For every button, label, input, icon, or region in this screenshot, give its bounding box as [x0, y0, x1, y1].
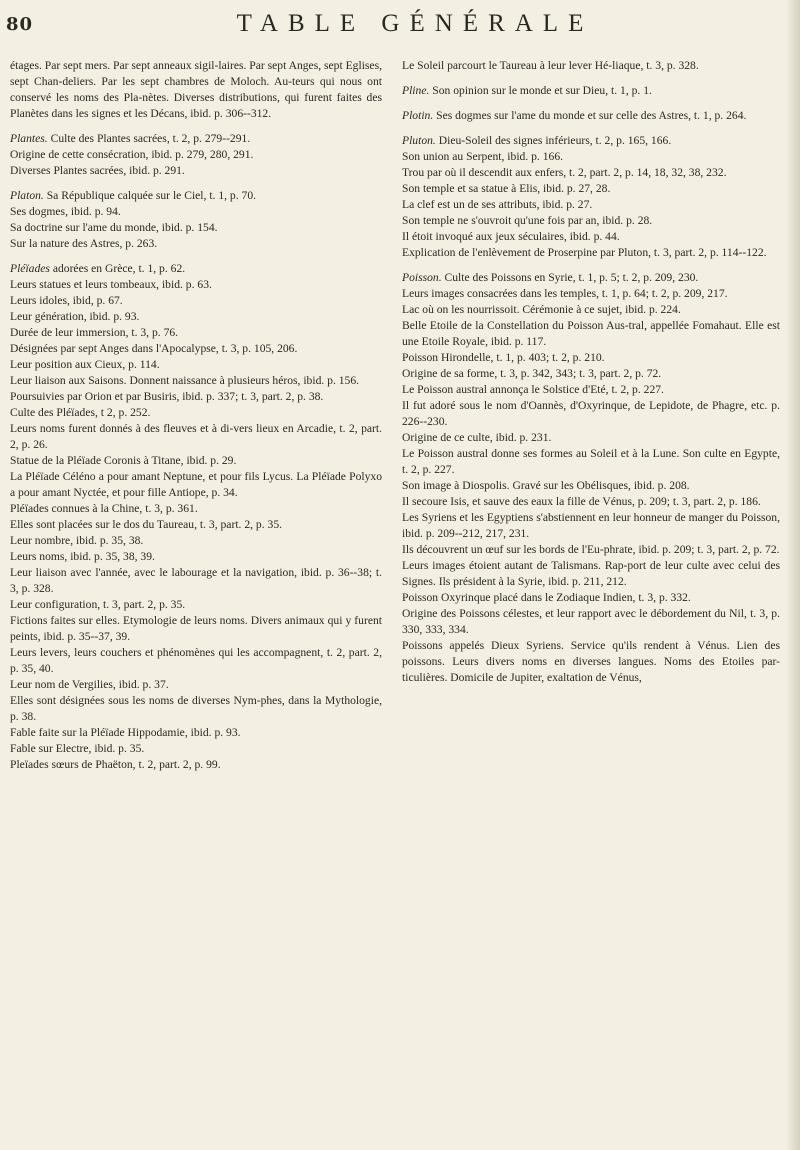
running-title: TABLE GÉNÉRALE	[236, 10, 594, 37]
entry-text: Culte des Poissons en Syrie, t. 1, p. 5; t. 2, p. 209, 230.	[444, 271, 699, 284]
entry-line	[402, 229, 780, 245]
entry-text: Son image à Diospolis. Gravé sur les Obélisques, ibid. p. 208.	[402, 479, 690, 492]
entry-text: Poisson Oxyrinque placé dans le Zodiaque Indien, t. 3, p. 332.	[402, 591, 691, 604]
entry-line	[10, 645, 382, 677]
entry-text: Ils découvrent un œuf sur les bords de l'Eu-phrate, ibid. p. 209; t. 3, part. 2, p. 72.	[402, 543, 780, 556]
entry-line	[10, 220, 382, 236]
entry-line	[10, 147, 382, 163]
entry-text: Origine des Poissons célestes, et leur rapport avec le débordement du Nil, t. 3, p. 330, 333, 334.	[402, 607, 780, 636]
entry-text: Leurs noms, ibid. p. 35, 38, 39.	[10, 550, 155, 563]
entry-line	[10, 613, 382, 645]
entry-line	[10, 58, 382, 122]
entry-text: Sa doctrine sur l'ame du monde, ibid. p. 154.	[10, 221, 218, 234]
entry-line	[10, 357, 382, 373]
entry-line	[402, 366, 780, 382]
entry-line	[402, 302, 780, 318]
entry-line	[402, 213, 780, 229]
entry-text: Fable sur Electre, ibid. p. 35.	[10, 742, 145, 755]
entry-text: Leurs idoles, ibid, p. 67.	[10, 294, 123, 307]
entry-line	[10, 405, 382, 421]
entry-line	[10, 163, 382, 179]
entry-text: Leur génération, ibid. p. 93.	[10, 310, 140, 323]
entry-line	[10, 325, 382, 341]
entry-line	[402, 149, 780, 165]
entry-text: Leur nom de Vergilies, ibid. p. 37.	[10, 678, 169, 691]
entry-line	[10, 453, 382, 469]
entry-line	[402, 245, 780, 261]
page-edge-shadow	[786, 0, 800, 1150]
entry-line	[10, 757, 382, 773]
entry-text: Sa République calquée sur le Ciel, t. 1, p. 70.	[46, 189, 257, 202]
entry-line	[10, 293, 382, 309]
entry-text: Leurs images étoient autant de Talismans. Rap-port de leur culte avec celui des Signes. Ils président à la Syrie, ibid. p. 211, 212.	[402, 559, 780, 588]
entry-line	[402, 286, 780, 302]
entry-text: Le Poisson austral donne ses formes au Soleil et à la Lune. Son culte en Egypte, t. 2, p. 227.	[402, 447, 780, 476]
entry-line	[402, 478, 780, 494]
index-entry	[10, 131, 382, 179]
entry-text: Ses dogmes, ibid. p. 94.	[10, 205, 121, 218]
entry-headword: Poisson.	[402, 271, 442, 284]
entry-text: Durée de leur immersion, t. 3, p. 76.	[10, 326, 179, 339]
entry-line	[10, 131, 382, 147]
entry-headword: Pléïades	[10, 262, 50, 275]
entry-text: Fictions faites sur elles. Etymologie de leurs noms. Divers animaux qui y furent peints, ibid. p. 35--37, 39.	[10, 614, 382, 643]
entry-text: Leur nombre, ibid. p. 35, 38.	[10, 534, 144, 547]
entry-text: Les Syriens et les Egyptiens s'abstiennent en leur honneur de manger du Poisson, ibid. p. 209--212, 217, 231.	[402, 511, 780, 540]
entry-line	[10, 421, 382, 453]
entry-line	[402, 446, 780, 478]
entry-text: Le Soleil parcourt le Taureau à leur lever Hé-liaque, t. 3, p. 328.	[402, 59, 699, 72]
entry-line	[10, 549, 382, 565]
entry-headword: Plantes.	[10, 132, 48, 145]
entry-text: Lac où on les nourrissoit. Cérémonie à ce sujet, ibid. p. 224.	[402, 303, 681, 316]
entry-text: Son opinion sur le monde et sur Dieu, t. 1, p. 1.	[432, 84, 652, 97]
entry-text: Elles sont désignées sous les noms de diverses Nym-phes, dans la Mythologie, p. 38.	[10, 694, 382, 723]
entry-line	[10, 725, 382, 741]
entry-line	[10, 469, 382, 501]
entry-text: Culte des Pléïades, t 2, p. 252.	[10, 406, 151, 419]
entry-line	[10, 533, 382, 549]
entry-line	[402, 165, 780, 181]
index-entry	[10, 58, 382, 122]
entry-line	[402, 350, 780, 366]
page-header	[0, 10, 800, 46]
entry-text: Son temple ne s'ouvroit qu'une fois par an, ibid. p. 28.	[402, 214, 653, 227]
entry-text: Ses dogmes sur l'ame du monde et sur celle des Astres, t. 1, p. 264.	[436, 109, 747, 122]
entry-text: Pléïades connues à la Chine, t. 3, p. 361.	[10, 502, 198, 515]
index-entry	[402, 108, 780, 124]
entry-text: Statue de la Pléïade Coronis à Titane, ibid. p. 29.	[10, 454, 237, 467]
entry-line	[402, 197, 780, 213]
entry-line	[402, 558, 780, 590]
entry-text: Leur liaison aux Saisons. Donnent naissance à plusieurs héros, ibid. p. 156.	[10, 374, 360, 387]
entry-text: Fable faite sur la Pléïade Hippodamie, ibid. p. 93.	[10, 726, 241, 739]
entry-text: Il étoit invoqué aux jeux séculaires, ibid. p. 44.	[402, 230, 620, 243]
entry-line	[402, 606, 780, 638]
entry-text: Explication de l'enlèvement de Proserpine par Pluton, t. 3, part. 2, p. 114--122.	[402, 246, 767, 259]
entry-line	[402, 542, 780, 558]
right-column	[402, 58, 780, 695]
entry-line	[402, 318, 780, 350]
entry-text: Culte des Plantes sacrées, t. 2, p. 279--291.	[50, 132, 251, 145]
entry-text: Sur la nature des Astres, p. 263.	[10, 237, 158, 250]
index-entry	[402, 133, 780, 261]
entry-line	[402, 590, 780, 606]
entry-line	[10, 236, 382, 252]
entry-line	[10, 309, 382, 325]
entry-line	[402, 638, 780, 686]
entry-text: Trou par où il descendit aux enfers, t. 2, part. 2, p. 14, 18, 32, 38, 232.	[402, 166, 727, 179]
entry-text: Son temple et sa statue à Elis, ibid. p. 27, 28.	[402, 182, 611, 195]
entry-text: Dieu-Soleil des signes inférieurs, t. 2, p. 165, 166.	[438, 134, 672, 147]
entry-text: Origine de sa forme, t. 3, p. 342, 343; t. 3, part. 2, p. 72.	[402, 367, 662, 380]
entry-text: Origine de ce culte, ibid. p. 231.	[402, 431, 552, 444]
entry-text: La clef est un de ses attributs, ibid. p. 27.	[402, 198, 593, 211]
entry-line	[402, 108, 780, 124]
entry-text: Leurs images consacrées dans les temples, t. 1, p. 64; t. 2, p. 209, 217.	[402, 287, 728, 300]
entry-text: Leurs noms furent donnés à des fleuves et à di-vers lieux en Arcadie, t. 2, part. 2, p. 26.	[10, 422, 382, 451]
entry-line	[402, 398, 780, 430]
entry-line	[10, 188, 382, 204]
index-entry	[10, 261, 382, 773]
entry-line	[10, 517, 382, 533]
entry-line	[10, 597, 382, 613]
entry-line	[10, 693, 382, 725]
entry-headword: Plotin.	[402, 109, 434, 122]
entry-text: Leurs levers, leurs couchers et phénomènes qui les accompagnent, t. 2, part. 2, p. 35, 40.	[10, 646, 382, 675]
page-number: 80	[6, 14, 34, 35]
left-column	[10, 58, 382, 782]
entry-text: Poisson Hirondelle, t. 1, p. 403; t. 2, p. 210.	[402, 351, 605, 364]
index-entry	[10, 188, 382, 252]
entry-text: Poissons appelés Dieux Syriens. Service qu'ils rendent à Vénus. Lien des poissons. Leurs divers noms en diverses langues. Noms des Etoiles par-ticulières. Domicile de Jupiter, exaltation de Vénus,	[402, 639, 780, 684]
entry-line	[402, 83, 780, 99]
entry-line	[10, 501, 382, 517]
entry-text: Leur position aux Cieux, p. 114.	[10, 358, 160, 371]
entry-line	[10, 389, 382, 405]
entry-headword: Platon.	[10, 189, 44, 202]
entry-line	[10, 677, 382, 693]
entry-line	[10, 341, 382, 357]
entry-text: Poursuivies par Orion et par Busiris, ibid. p. 337; t. 3, part. 2, p. 38.	[10, 390, 324, 403]
entry-text: Pleïades sœurs de Phaëton, t. 2, part. 2, p. 99.	[10, 758, 221, 771]
entry-text: Son union au Serpent, ibid. p. 166.	[402, 150, 564, 163]
entry-text: Diverses Plantes sacrées, ibid. p. 291.	[10, 164, 185, 177]
entry-line	[402, 510, 780, 542]
entry-line	[402, 494, 780, 510]
entry-text: Origine de cette consécration, ibid. p. 279, 280, 291.	[10, 148, 254, 161]
entry-text: Leur liaison avec l'année, avec le labourage et la navigation, ibid. p. 36--38; t. 3, p. 328.	[10, 566, 382, 595]
entry-line	[10, 261, 382, 277]
entry-line	[402, 181, 780, 197]
entry-line	[402, 430, 780, 446]
entry-text: étages. Par sept mers. Par sept anneaux sigil-laires. Par sept Anges, sept Eglises, sept Chan-deliers. Par les sept chambres de Moloch. Au-teurs qui nous ont conservé les noms des Pla-nètes. Diverses distributions, qui furent faites des Planètes dans les signes et les Décans, ibid. p. 306--312.	[10, 59, 382, 120]
entry-line	[402, 382, 780, 398]
entry-headword: Pluton.	[402, 134, 436, 147]
entry-text: Leur configuration, t. 3, part. 2, p. 35.	[10, 598, 186, 611]
entry-line	[10, 741, 382, 757]
entry-line	[402, 58, 780, 74]
entry-text: La Pléïade Céléno a pour amant Neptune, et pour fils Lycus. La Pléïade Polyxo a pour amant Nyctée, et pour fille Antiope, p. 34.	[10, 470, 382, 499]
entry-line	[10, 277, 382, 293]
entry-line	[10, 373, 382, 389]
entry-text: Le Poisson austral annonça le Solstice d'Eté, t. 2, p. 227.	[402, 383, 664, 396]
entry-line	[10, 204, 382, 220]
entry-headword: Pline.	[402, 84, 430, 97]
index-entry	[402, 58, 780, 74]
entry-text: Belle Etoile de la Constellation du Poisson Aus-tral, appellée Fomahaut. Elle est une Etoile Royale, ibid. p. 117.	[402, 319, 780, 348]
entry-text: Désignées par sept Anges dans l'Apocalypse, t. 3, p. 105, 206.	[10, 342, 298, 355]
entry-line	[402, 133, 780, 149]
entry-text: Leurs statues et leurs tombeaux, ibid. p. 63.	[10, 278, 212, 291]
entry-text: Elles sont placées sur le dos du Taureau, t. 3, part. 2, p. 35.	[10, 518, 283, 531]
entry-line	[402, 270, 780, 286]
entry-text: Il fut adoré sous le nom d'Oannès, d'Oxyrinque, de Lepidote, de Phagre, etc. p. 226--230.	[402, 399, 780, 428]
index-entry	[402, 83, 780, 99]
entry-text: Il secoure Isis, et sauve des eaux la fille de Vénus, p. 209; t. 3, part. 2, p. 186.	[402, 495, 761, 508]
index-entry	[402, 270, 780, 686]
entry-line	[10, 565, 382, 597]
entry-text: adorées en Grèce, t. 1, p. 62.	[52, 262, 186, 275]
